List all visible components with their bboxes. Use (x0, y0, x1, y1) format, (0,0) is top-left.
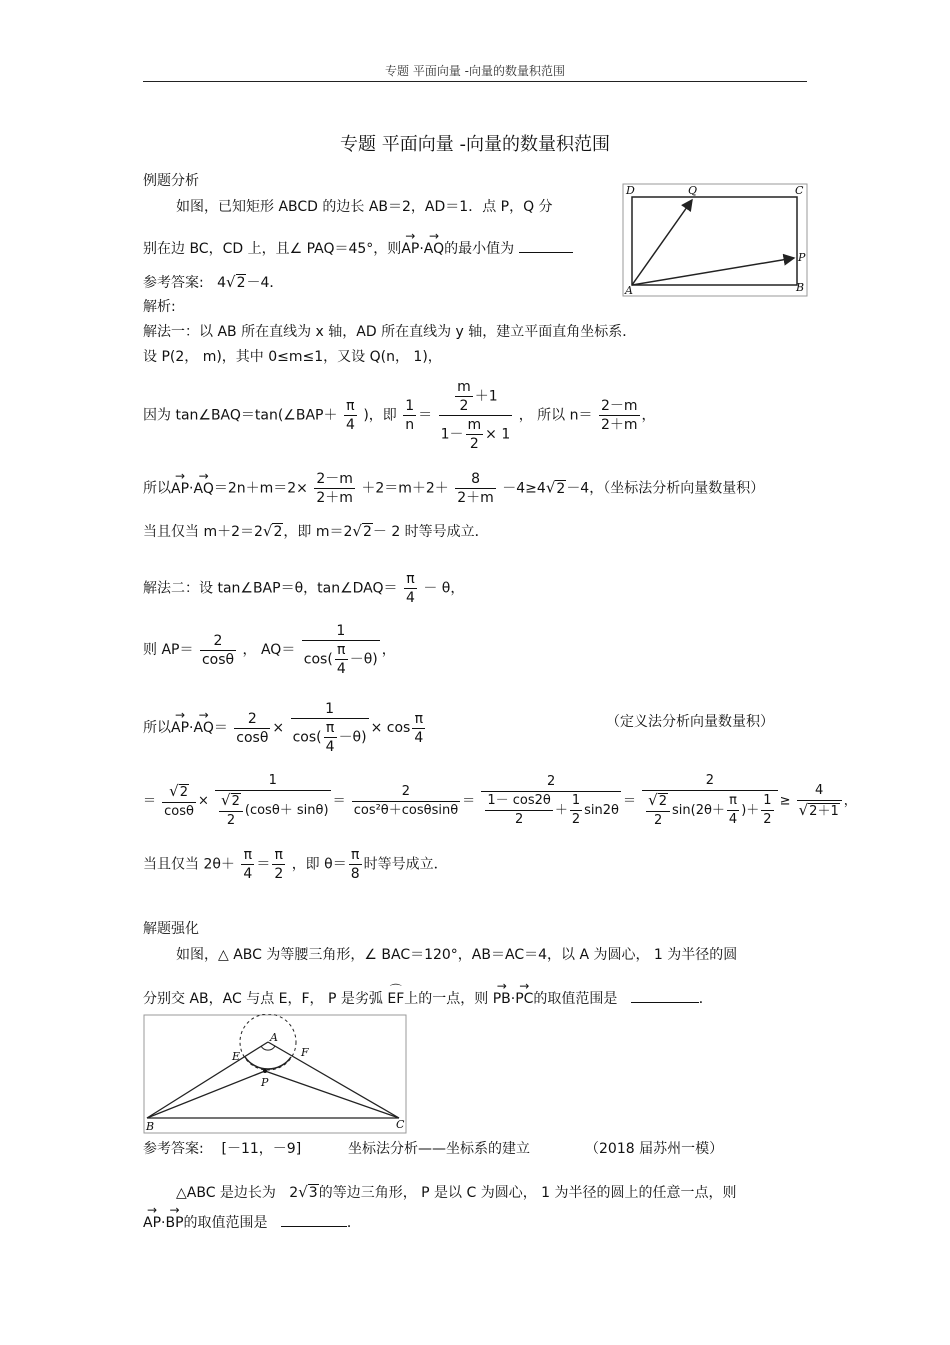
answer-value: [－11，－9] (221, 1141, 302, 1157)
text: － 2 时等号成立． (372, 524, 489, 540)
text: 解法二：设 tan∠BAP＝θ，tan∠DAQ＝ (143, 580, 398, 597)
eq: ＝ (623, 793, 637, 809)
geq: ≥ (779, 793, 791, 809)
num: 1 (291, 700, 369, 719)
num: m (457, 379, 471, 395)
text: 当且仅当 2θ＋ (143, 856, 235, 873)
den: 2 (763, 812, 772, 827)
frac (646, 791, 670, 830)
den: 4 (336, 661, 346, 677)
sqrt: 2＋1 (809, 803, 839, 819)
section-reinforce: 解题强化 (143, 921, 199, 937)
text: －θ) (349, 651, 378, 668)
den (302, 641, 380, 678)
times: × (197, 793, 209, 809)
frac (234, 710, 270, 747)
num: 2－m (600, 398, 638, 414)
num: 4 (217, 275, 226, 291)
sqrt-2: 2 (236, 275, 246, 291)
frac (797, 782, 842, 821)
den (215, 791, 331, 830)
vector-aq: → AQ (193, 720, 213, 736)
text: 则 AP＝ (143, 642, 194, 658)
frac-1-n (403, 397, 416, 434)
frac (200, 632, 236, 669)
frac-tan-sum (439, 378, 513, 453)
answer-blank (631, 990, 699, 1003)
text: sin(2θ＋ (672, 803, 725, 818)
frac-pi-4 (727, 792, 739, 829)
frac (642, 772, 777, 830)
label-a: A (270, 1031, 278, 1044)
num: √2 (162, 782, 196, 803)
num: 2 (234, 710, 270, 729)
problem2-answer-note: 坐标法分析——坐标系的建立 (348, 1141, 530, 1157)
problem3-line1: △ABC 是边长为 2√3的等边三角形， P 是以 C 为圆心， 1 为半径的圆上的任意一点，则 (176, 1183, 737, 1201)
den: cosθ (164, 803, 194, 819)
num: 2 (289, 1185, 299, 1201)
sqrt-2: 2 (556, 480, 566, 497)
text: －4≥ (502, 480, 537, 497)
plus: ＋ (554, 803, 568, 818)
frac (570, 792, 582, 829)
text: － θ， (423, 580, 465, 597)
section-example: 例题分析 (143, 173, 199, 189)
num (439, 378, 513, 416)
vector-ap-line (632, 258, 794, 285)
frac-m-2 (455, 378, 473, 415)
den: 2 (571, 812, 581, 827)
vector-ap: → AP (143, 1215, 161, 1231)
method2-line3 (143, 700, 427, 756)
times: × (272, 720, 285, 736)
frac-pi-4 (241, 846, 254, 883)
sqrt-3: 3 (308, 1185, 318, 1201)
problem2-source: （2018 届苏州一模） (585, 1141, 724, 1157)
text: )＋ (741, 803, 760, 818)
dot: · (510, 991, 516, 1007)
den: 2＋m (600, 417, 638, 433)
problem2-line1: 如图，△ ABC 为等腰三角形，∠ BAC＝120°，AB＝AC＝4，以 A 为圆心， 1 为半径的圆 (176, 947, 738, 963)
den: 4 (414, 729, 424, 746)
num: 2 (352, 783, 460, 802)
den: 4 (345, 417, 355, 433)
method1-line2: 设 P(2， m)，其中 0≤m≤1，又设 Q(n， 1)， (143, 349, 442, 365)
sqrt-2: 2 (231, 794, 240, 809)
eq: ＝ (462, 793, 476, 809)
num: π (349, 846, 362, 865)
side-ac (268, 1042, 399, 1118)
text: ， 所以 n＝ (518, 407, 593, 424)
dot: · (419, 241, 424, 257)
method2-line1 (143, 570, 464, 607)
label-c: C (795, 184, 804, 197)
den (481, 792, 621, 829)
example-line1: 如图，已知矩形 ABCD 的边长 AB＝2，AD＝1．点 P，Q 分 (176, 199, 553, 215)
answer-label: 参考答案: (143, 1141, 204, 1157)
den: 2＋m (457, 490, 494, 506)
frac (485, 792, 553, 829)
period: ． (698, 991, 713, 1007)
frac (314, 470, 355, 507)
frac (761, 792, 773, 829)
frac (162, 782, 196, 821)
frac-pi-4 (344, 397, 357, 434)
num: 1 (215, 772, 331, 791)
label-q: Q (688, 184, 698, 197)
num: π (344, 397, 357, 416)
comma: ， (381, 642, 396, 658)
text: ＝2n＋m＝2× (213, 480, 308, 497)
arc-ef-shape (245, 1057, 291, 1069)
text: 的等边三角形， P 是以 C 为圆心， 1 为半径的圆上的任意一点，则 (318, 1185, 737, 1201)
num: 2 (642, 772, 777, 791)
problem2-answer (143, 1138, 301, 1158)
den: cosθ (236, 729, 269, 746)
den: 2 (514, 812, 524, 827)
eq: ＝ (143, 793, 157, 809)
frac-n-value (599, 397, 640, 434)
dot: · (189, 480, 194, 497)
section-analysis: 解析: (143, 299, 176, 315)
text: (cosθ＋ sinθ) (244, 803, 329, 818)
num: 1 (302, 622, 380, 641)
label-p: P (261, 1076, 269, 1089)
num: √2 (646, 791, 670, 812)
frac-m-2 (466, 416, 484, 453)
den: 2 (459, 398, 469, 414)
label-f: F (301, 1046, 309, 1059)
text: )，即 (363, 407, 397, 424)
text: 所以 (143, 720, 171, 736)
den: 2 (469, 436, 479, 452)
label-d: D (626, 184, 635, 197)
vector-ap: → AP (401, 241, 419, 257)
num: π (404, 570, 417, 589)
text: 上的一点，则 (404, 991, 489, 1007)
den (439, 416, 513, 453)
eq: ＝ (332, 793, 346, 809)
method2-note: （定义法分析向量数量积） (606, 714, 774, 730)
text: cos( (292, 729, 322, 746)
vector-bp: → BP (165, 1215, 183, 1231)
num: √2 (219, 791, 243, 812)
text: × 1 (485, 426, 511, 443)
frac (302, 622, 380, 678)
vector-pb: → PB (493, 991, 511, 1007)
frac (455, 470, 496, 507)
vector-aq: → AQ (193, 481, 213, 497)
frac-pi-4 (324, 719, 337, 756)
text: －4． (246, 275, 284, 291)
text: 的最小值为 (444, 241, 515, 257)
method1-line1: 解法一：以 AB 所在直线为 x 轴，AD 所在直线为 y 轴，建立平面直角坐标系． (143, 324, 637, 340)
problem3-line2 (143, 1212, 361, 1232)
text: 当且仅当 m＋2＝2 (143, 524, 263, 540)
text: △ABC 是边长为 (176, 1185, 276, 1201)
figure-frame (623, 184, 807, 296)
text: ，即 m＝2 (283, 524, 353, 540)
example-line2 (143, 238, 573, 258)
vector-ap: → AP (171, 720, 189, 736)
eq: ＝ (213, 720, 228, 736)
frac (481, 773, 621, 829)
rectangle-figure (622, 183, 808, 297)
text: × cos (370, 720, 411, 736)
num: 1 (570, 792, 582, 811)
text: 因为 tan∠BAQ＝tan(∠BAP＋ (143, 407, 338, 424)
example-answer: 参考答案: 4√2－4． (143, 273, 284, 291)
den: 2＋m (316, 490, 353, 506)
vector-aq: → AQ (424, 241, 444, 257)
num: 4 (536, 480, 546, 497)
frac (215, 772, 331, 830)
num: 1 (761, 792, 773, 811)
answer-label: 参考答案: (143, 275, 204, 291)
text: 1－ (440, 426, 464, 443)
den: 4 (405, 590, 415, 606)
frac (352, 783, 460, 820)
den: √2＋1 (798, 800, 839, 819)
frac-pi-4 (404, 570, 417, 607)
num: π (335, 641, 348, 660)
num: 2 (481, 773, 621, 792)
num: 1－ cos2θ (485, 792, 553, 811)
segment-pc (265, 1071, 399, 1118)
den: cosθ (201, 651, 235, 668)
comma: ， (843, 793, 857, 809)
text: 的取值范围是 (533, 991, 618, 1007)
frac (219, 791, 243, 830)
text: cos( (303, 651, 333, 668)
vector-pc: → PC (515, 991, 533, 1007)
page-title: 专题 平面向量 -向量的数量积范围 (340, 134, 610, 155)
triangle-figure (143, 1014, 407, 1134)
label-c: C (396, 1118, 405, 1131)
dot: · (189, 720, 194, 736)
method2-line2 (143, 622, 396, 678)
num: π (324, 719, 337, 738)
num: π (241, 846, 254, 865)
num: 1 (405, 398, 415, 414)
label-b: B (796, 281, 805, 294)
header-rule (143, 81, 807, 82)
num: π (412, 710, 425, 729)
sqrt-2: 2 (362, 524, 372, 540)
den: n (405, 417, 415, 433)
sqrt-2: 2 (179, 784, 188, 800)
eq: ＝ (418, 407, 433, 424)
answer-blank (281, 1214, 347, 1227)
text: －4，（坐标法分析向量数量积） (566, 480, 765, 497)
vector-ap: → AP (171, 481, 189, 497)
text: 时等号成立． (363, 856, 448, 873)
den: 4 (728, 812, 738, 827)
text: 分别交 AB，AC 与点 E，F， P 是劣弧 (143, 991, 383, 1007)
text: ，即 θ＝ (291, 856, 347, 873)
text: ＋1 (474, 388, 498, 405)
label-e: E (232, 1050, 241, 1063)
method1-line5: 当且仅当 m＋2＝2√2，即 m＝2√2－ 2 时等号成立． (143, 522, 489, 540)
point-p (263, 1069, 267, 1073)
segment-pb (147, 1071, 265, 1118)
text: ， AQ＝ (242, 642, 296, 658)
text: －θ) (338, 729, 367, 746)
num: π (727, 792, 739, 811)
text: sin2θ (584, 803, 619, 818)
num: m (467, 417, 482, 433)
eq: ＝ (256, 856, 271, 873)
text: 所以 (143, 480, 171, 497)
answer-blank (519, 240, 573, 253)
num: 8 (455, 470, 496, 489)
den: 8 (350, 866, 360, 882)
frac-pi-2 (272, 846, 285, 883)
dot: · (161, 1215, 166, 1231)
comma: ， (641, 407, 656, 424)
frac-pi-8 (349, 846, 362, 883)
label-a: A (625, 284, 633, 297)
method1-line4: 所以→ AP·→ AQ＝2n＋m＝2× $\frac{2-m}{2+m}$ ＋2＝m＋2＋ $\frac{8}{2+m}$ －4≥4√2－4，（坐标法分析向量数量积） (143, 470, 764, 507)
angle-mark (261, 1046, 275, 1050)
den: 2 (274, 866, 284, 882)
text: 的取值范围是 (183, 1215, 268, 1231)
method2-line5 (143, 846, 448, 883)
num: 2－m (316, 471, 353, 487)
text: ＋2＝m＋2＋ (361, 480, 449, 497)
method1-line3 (143, 378, 656, 453)
arc-ef: ⌒ EF (387, 991, 404, 1007)
page-header: 专题 平面向量 -向量的数量积范围 (385, 64, 565, 78)
text: 别在边 BC，CD 上，且∠ PAQ＝45°，则 (143, 241, 402, 257)
den: 4 (243, 866, 253, 882)
label-p: P (798, 251, 806, 264)
den (291, 719, 369, 756)
num: π (272, 846, 285, 865)
frac-pi-4 (335, 641, 348, 678)
period: ． (346, 1215, 361, 1231)
den: 2 (226, 813, 236, 828)
num: 4 (797, 782, 842, 801)
method2-line4 (143, 772, 857, 830)
frac-pi-4 (412, 710, 425, 747)
side-ab (147, 1042, 268, 1118)
den (642, 791, 777, 830)
frac (291, 700, 369, 756)
vector-aq-line (632, 200, 692, 285)
num: 2 (200, 632, 236, 651)
problem2-line2 (143, 988, 713, 1008)
sqrt-2: 2 (658, 794, 667, 809)
den: 4 (325, 739, 335, 755)
den: 2 (653, 813, 663, 828)
den: cos²θ＋cosθsinθ (353, 802, 459, 818)
label-b: B (146, 1120, 155, 1133)
sqrt-2: 2 (273, 524, 283, 540)
